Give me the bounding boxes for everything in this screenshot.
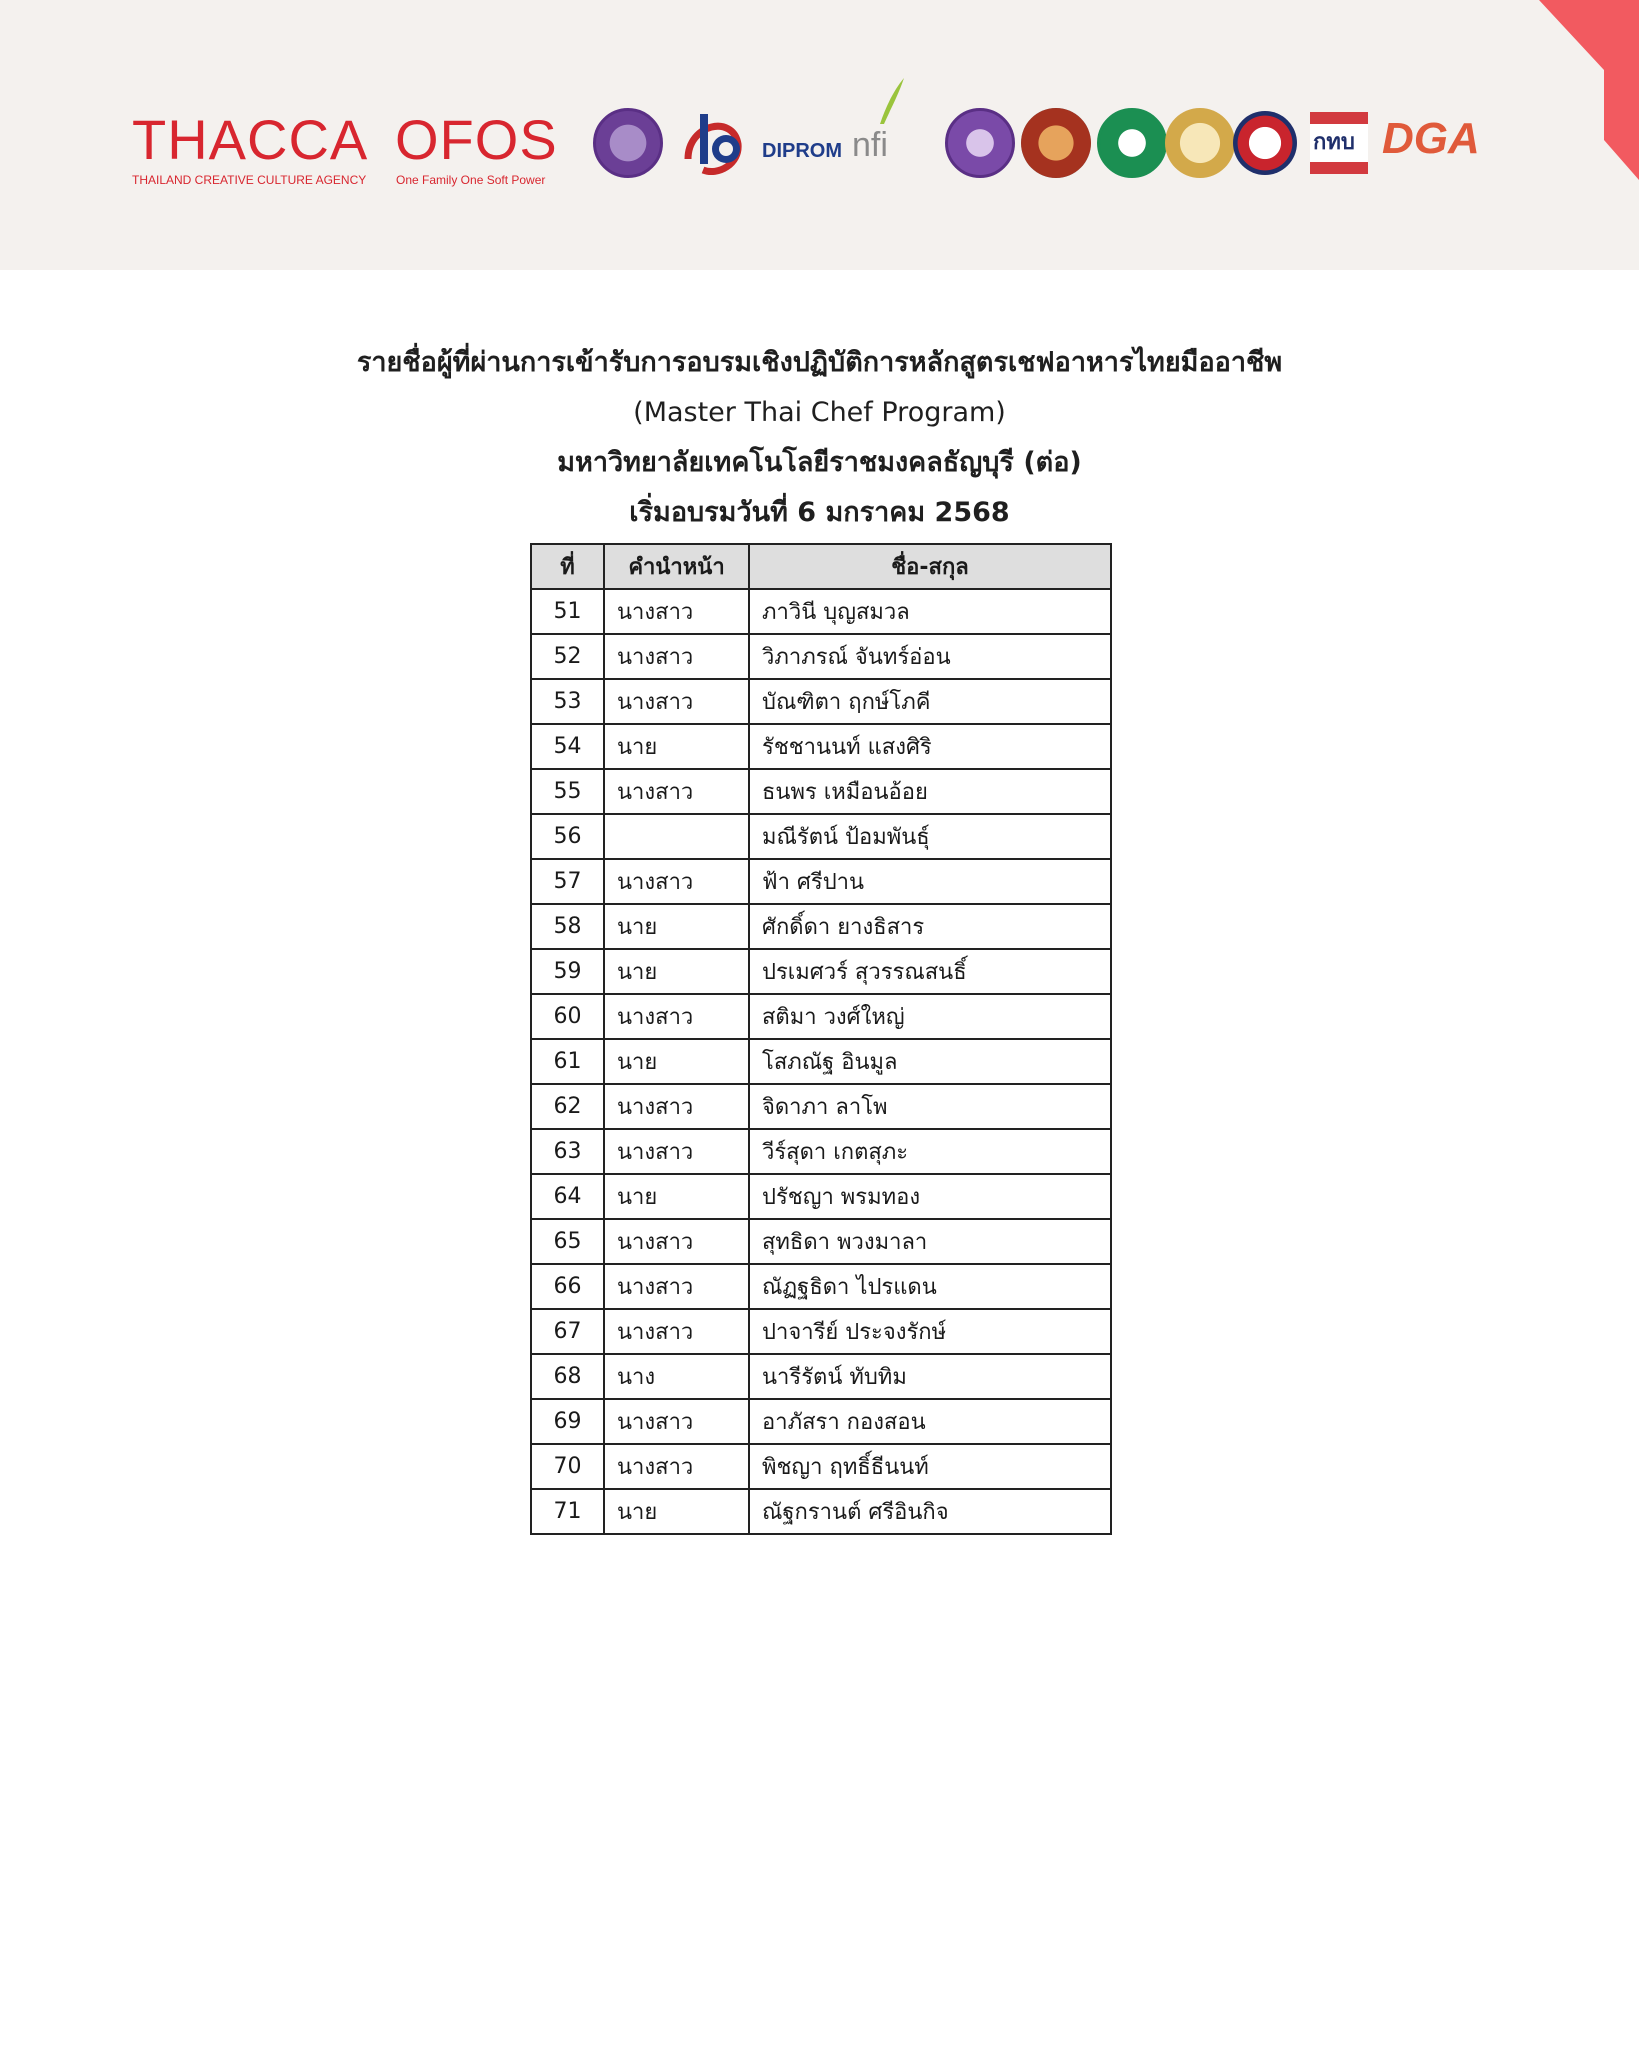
row-prefix: นางสาว	[604, 994, 749, 1039]
row-no: 56	[531, 814, 604, 859]
ministry-industry-seal-icon	[678, 104, 758, 184]
table-row	[531, 1399, 1111, 1444]
row-prefix: นางสาว	[604, 859, 749, 904]
row-name: ภาวินี บุญสมวล	[749, 589, 1111, 634]
row-no: 54	[531, 724, 604, 769]
table-row	[531, 1129, 1111, 1174]
row-name: ฟ้า ศรีปาน	[749, 859, 1111, 904]
row-name: ณัฏฐธิดา ไปรแดน	[749, 1264, 1111, 1309]
table-row	[531, 1309, 1111, 1354]
provincial-seal-icon	[1021, 108, 1091, 178]
row-no: 55	[531, 769, 604, 814]
row-name: สติมา วงศ์ใหญ่	[749, 994, 1111, 1039]
row-name: โสภณัฐ อินมูล	[749, 1039, 1111, 1084]
row-no: 70	[531, 1444, 604, 1489]
row-no: 51	[531, 589, 604, 634]
nfi-leaf-icon	[876, 76, 906, 126]
row-name: มณีรัตน์ ป้อมพันธุ์	[749, 814, 1111, 859]
table-row	[531, 1219, 1111, 1264]
table-row	[531, 814, 1111, 859]
header-no: ที่	[531, 544, 604, 589]
diprom-logo: DIPROM	[762, 140, 842, 162]
row-name: วีร์สุดา เกตสุภะ	[749, 1129, 1111, 1174]
row-prefix: นาย	[604, 949, 749, 994]
table-row	[531, 1174, 1111, 1219]
table-row	[531, 1354, 1111, 1399]
row-name: ธนพร เหมือนอ้อย	[749, 769, 1111, 814]
row-prefix: นางสาว	[604, 769, 749, 814]
row-no: 71	[531, 1489, 604, 1534]
table-row	[531, 1264, 1111, 1309]
university-seal-icon	[945, 108, 1015, 178]
row-no: 61	[531, 1039, 604, 1084]
document-title	[0, 338, 1639, 538]
row-no: 60	[531, 994, 604, 1039]
row-no: 57	[531, 859, 604, 904]
table-row	[531, 949, 1111, 994]
row-no: 62	[531, 1084, 604, 1129]
row-no: 69	[531, 1399, 604, 1444]
table-row	[531, 1489, 1111, 1534]
table-row	[531, 589, 1111, 634]
row-prefix: นาย	[604, 1174, 749, 1219]
header-prefix: คำนำหน้า	[604, 544, 749, 589]
tpqi-seal-icon	[1233, 111, 1297, 175]
title-line-1: รายชื่อผู้ที่ผ่านการเข้ารับการอบรมเชิงปฏิบัติการหลักสูตรเชฟอาหารไทยมืออาชีพ	[356, 347, 1283, 378]
row-name: บัณฑิตา ฤกษ์โภคี	[749, 679, 1111, 724]
row-prefix: นางสาว	[604, 634, 749, 679]
row-name: ปรเมศวร์ สุวรรณสนธิ์	[749, 949, 1111, 994]
row-no: 58	[531, 904, 604, 949]
table-row	[531, 1039, 1111, 1084]
row-name: วิภาภรณ์ จันทร์อ่อน	[749, 634, 1111, 679]
row-prefix: นางสาว	[604, 1264, 749, 1309]
table-row	[531, 994, 1111, 1039]
row-name: อาภัสรา กองสอน	[749, 1399, 1111, 1444]
ofos-tagline: One Family One Soft Power	[396, 173, 546, 187]
table-row	[531, 1444, 1111, 1489]
row-prefix: นางสาว	[604, 1084, 749, 1129]
table-row	[531, 724, 1111, 769]
row-name: สุทธิดา พวงมาลา	[749, 1219, 1111, 1264]
row-prefix: นางสาว	[604, 1219, 749, 1264]
table-row	[531, 679, 1111, 724]
title-line-4: เริ่มอบรมวันที่ 6 มกราคม 2568	[629, 497, 1010, 528]
participant-table	[530, 543, 1112, 1535]
row-no: 53	[531, 679, 604, 724]
title-line-2: (Master Thai Chef Program)	[633, 397, 1006, 428]
row-prefix: นาย	[604, 904, 749, 949]
row-name: จิดาภา ลาโพ	[749, 1084, 1111, 1129]
row-prefix: นาย	[604, 1489, 749, 1534]
row-no: 65	[531, 1219, 604, 1264]
row-no: 67	[531, 1309, 604, 1354]
row-no: 66	[531, 1264, 604, 1309]
row-name: พิชญา ฤทธิ์ธีนนท์	[749, 1444, 1111, 1489]
nfi-logo: nfi	[852, 126, 888, 164]
row-prefix: นางสาว	[604, 1399, 749, 1444]
table-row	[531, 859, 1111, 904]
thacca-logo: THACCA	[132, 108, 369, 171]
dga-logo: DGA	[1382, 114, 1480, 163]
table-row	[531, 769, 1111, 814]
row-no: 64	[531, 1174, 604, 1219]
title-line-3: มหาวิทยาลัยเทคโนโลยีราชมงคลธัญบุรี (ต่อ)	[557, 447, 1082, 478]
gold-seal-icon	[1165, 108, 1235, 178]
ofos-logo: OFOS	[395, 108, 558, 171]
ministry-seal-purple-icon	[593, 108, 663, 178]
table-row	[531, 634, 1111, 679]
row-no: 52	[531, 634, 604, 679]
row-name: ปรัชญา พรมทอง	[749, 1174, 1111, 1219]
header-name: ชื่อ-สกุล	[749, 544, 1111, 589]
row-no: 68	[531, 1354, 604, 1399]
row-prefix: นาย	[604, 1039, 749, 1084]
row-prefix: นางสาว	[604, 1309, 749, 1354]
row-prefix: นางสาว	[604, 679, 749, 724]
row-name: รัชชานนท์ แสงศิริ	[749, 724, 1111, 769]
row-prefix	[604, 814, 749, 859]
row-prefix: นางสาว	[604, 589, 749, 634]
row-no: 63	[531, 1129, 604, 1174]
row-prefix: นาย	[604, 724, 749, 769]
row-name: ณัฐกรานต์ ศรีอินกิจ	[749, 1489, 1111, 1534]
bkk-logo: กทบ	[1313, 129, 1355, 154]
row-no: 59	[531, 949, 604, 994]
row-name: ศักดิ์ดา ยางธิสาร	[749, 904, 1111, 949]
row-name: ปาจารีย์ ประจงรักษ์	[749, 1309, 1111, 1354]
table-header-row	[531, 544, 1111, 589]
row-prefix: นางสาว	[604, 1444, 749, 1489]
row-name: นารีรัตน์ ทับทิม	[749, 1354, 1111, 1399]
table-row	[531, 904, 1111, 949]
row-prefix: นางสาว	[604, 1129, 749, 1174]
thacca-tagline: THAILAND CREATIVE CULTURE AGENCY	[132, 173, 367, 187]
health-dept-seal-icon	[1097, 108, 1167, 178]
row-prefix: นาง	[604, 1354, 749, 1399]
table-row	[531, 1084, 1111, 1129]
